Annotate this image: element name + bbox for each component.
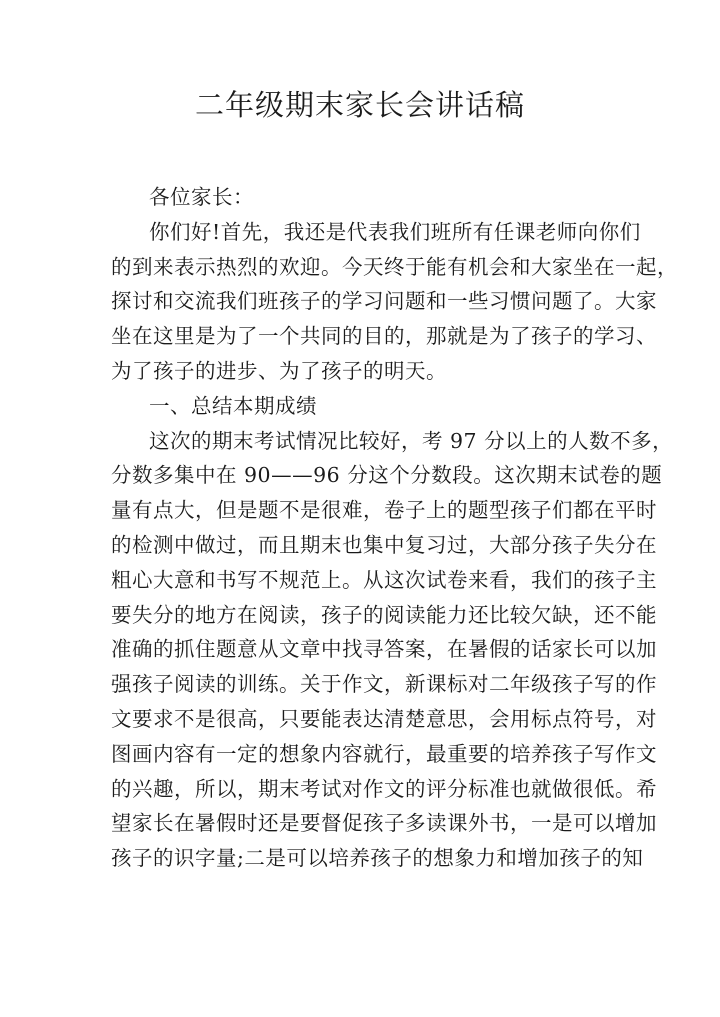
paragraph-line: 坐在这里是为了一个共同的目的，那就是为了孩子的学习、 [111, 324, 657, 349]
paragraph-line: 探讨和交流我们班孩子的学习问题和一些习惯问题了。大家 [111, 289, 657, 314]
paragraph-line: 文要求不是很高，只要能表达清楚意思，会用标点符号，对 [111, 706, 657, 731]
paragraph-line: 的兴趣，所以，期末考试对作文的评分标准也就做很低。希 [111, 776, 657, 801]
paragraph-line: 望家长在暑假时还是要督促孩子多读课外书，一是可以增加 [111, 811, 657, 836]
paragraph-line: 的到来表示热烈的欢迎。今天终于能有机会和大家坐在一起， [111, 254, 678, 279]
paragraph-line: 准确的抓住题意从文章中找寻答案，在暑假的话家长可以加 [111, 637, 657, 662]
paragraph-line: 的检测中做过，而且期末也集中复习过，大部分孩子失分在 [111, 532, 657, 557]
paragraph-line: 为了孩子的进步、为了孩子的明天。 [111, 358, 447, 383]
paragraph-line: 你们好!首先，我还是代表我们班所有任课老师向你们 [149, 219, 641, 244]
paragraph-line: 分数多集中在 90——96 分这个分数段。这次期末试卷的题 [111, 463, 663, 488]
document-body [111, 180, 678, 876]
paragraph-line: 这次的期末考试情况比较好，考 97 分以上的人数不多， [149, 428, 674, 453]
paragraph-line: 强孩子阅读的训练。关于作文，新课标对二年级孩子写的作 [111, 672, 657, 697]
paragraph-line: 要失分的地方在阅读，孩子的阅读能力还比较欠缺，还不能 [111, 602, 657, 627]
section-heading: 一、总结本期成绩 [149, 393, 317, 418]
paragraph-line: 粗心大意和书写不规范上。从这次试卷来看，我们的孩子主 [111, 567, 657, 592]
paragraph-line: 图画内容有一定的想象内容就行，最重要的培养孩子写作文 [111, 741, 657, 766]
paragraph-line: 孩子的识字量;二是可以培养孩子的想象力和增加孩子的知 [111, 846, 644, 871]
salutation: 各位家长： [149, 185, 254, 209]
document-title: 二年级期末家长会讲话稿 [194, 88, 525, 122]
paragraph-line: 量有点大，但是题不是很难，卷子上的题型孩子们都在平时 [111, 498, 657, 523]
